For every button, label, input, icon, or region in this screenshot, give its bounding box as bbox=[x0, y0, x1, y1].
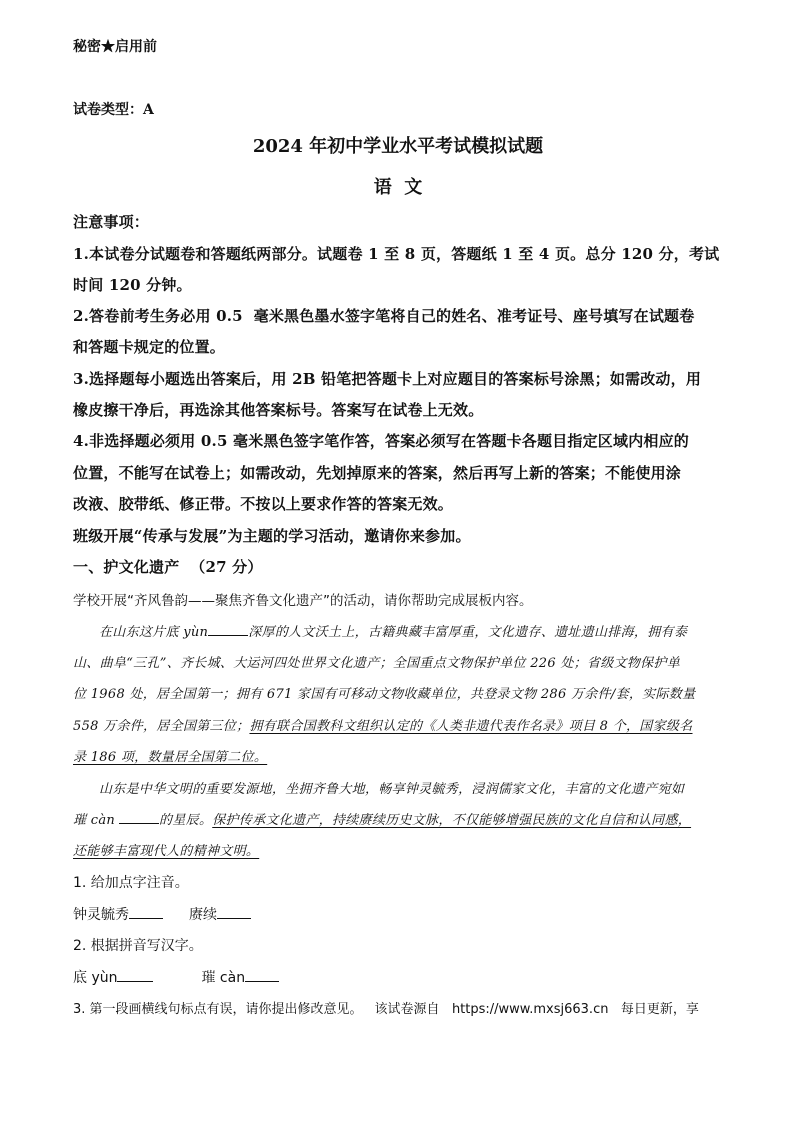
passage-line: 位 1968 处，居全国第一；拥有 671 家国有可移动文物收藏单位，共登录文物 286 万余件/套，实际数量 bbox=[73, 687, 696, 702]
question-item: 赓续 bbox=[189, 907, 217, 923]
passage-text: 558 万余件，居全国第三位； bbox=[73, 719, 250, 734]
notice-line: 时间 120 分钟。 bbox=[73, 276, 192, 294]
notice-heading: 注意事项： bbox=[73, 213, 150, 231]
paper-type-label: 试卷类型：A bbox=[73, 102, 154, 118]
answer-blank[interactable] bbox=[245, 967, 279, 982]
notice-line: 橡皮擦干净后，再选涂其他答案标号。答案写在试卷上无效。 bbox=[73, 401, 484, 419]
notice-line: 1.本试卷分试题卷和答题纸两部分。试题卷 1 至 8 页，答题纸 1 至 4 页。总分 120 分，考试 bbox=[73, 245, 720, 263]
passage-line bbox=[99, 621, 687, 640]
question-2-items bbox=[73, 967, 279, 987]
underlined-sentence: 拥有联合国教科文组织认定的《人类非遗代表作名录》项目 8 个，国家级名 bbox=[249, 719, 693, 734]
passage-line bbox=[73, 809, 691, 828]
notice-line: 位置，不能写在试卷上；如需改动，先划掉原来的答案，然后再写上新的答案；不能使用涂 bbox=[73, 464, 682, 482]
underlined-sentence: 录 186 项，数量居全国第二位。 bbox=[73, 750, 268, 765]
notice-line: 3.选择题每小题选出答案后，用 2B 铅笔把答题卡上对应题目的答案标号涂黑；如需改动，用 bbox=[73, 370, 702, 388]
notice-line: 和答题卡规定的位置。 bbox=[73, 338, 226, 356]
question-1-items bbox=[73, 904, 251, 924]
question-1: 1. 给加点字注音。 bbox=[73, 875, 189, 891]
passage-text: 在山东这片底 yùn bbox=[99, 625, 209, 640]
notice-line: 4.非选择题必须用 0.5 毫米黑色签字笔作答，答案必须写在答题卡各题目指定区域内相应的 bbox=[73, 432, 690, 450]
fill-blank bbox=[208, 621, 248, 636]
underlined-sentence: 还能够丰富现代人的精神文明。 bbox=[73, 844, 260, 859]
underlined-sentence: 保护传承文化遗产，持续赓续历史文脉，不仅能够增强民族的文化自信和认同感， bbox=[212, 813, 692, 828]
question-2: 2. 根据拼音写汉字。 bbox=[73, 938, 203, 954]
passage-line bbox=[73, 715, 693, 734]
answer-blank[interactable] bbox=[129, 904, 163, 919]
question-text: 3. 第一段画横线句标点有误，请你提出修改意见。 bbox=[73, 1002, 363, 1017]
question-3 bbox=[73, 998, 699, 1017]
subject-title: 语 文 bbox=[373, 177, 423, 198]
answer-blank[interactable] bbox=[117, 967, 153, 982]
fill-blank bbox=[119, 809, 159, 824]
passage-text: 深厚的人文沃土上，古籍典藏丰富厚重，文化遗存、遗址遗山排海，拥有泰 bbox=[248, 625, 688, 640]
notice-line: 2.答卷前考生务必用 0.5 毫米黑色墨水签字笔将自己的姓名、准考证号、座号填写在试题卷 bbox=[73, 307, 695, 325]
section-heading: 一、护文化遗产 （27 分） bbox=[73, 558, 263, 576]
exam-title: 2024 年初中学业水平考试模拟试题 bbox=[252, 136, 544, 157]
question-item: 钟灵毓秀 bbox=[73, 907, 129, 923]
activity-intro: 班级开展“传承与发展”为主题的学习活动，邀请你来参加。 bbox=[73, 527, 471, 545]
source-note: 该试卷源自 https://www.mxsj663.cn 每日更新，享 bbox=[374, 1002, 699, 1017]
passage-line: 山、曲阜“三孔”、齐长城、大运河四处世界文化遗产；全国重点文物保护单位 226 处；省级文物保护单 bbox=[73, 656, 681, 671]
question-item: 底 yùn bbox=[73, 970, 118, 986]
answer-blank[interactable] bbox=[217, 904, 251, 919]
passage-text: 的星辰。 bbox=[159, 813, 213, 828]
notice-line: 改液、胶带纸、修正带。不按以上要求作答的答案无效。 bbox=[73, 495, 454, 513]
question-item: 璀 càn bbox=[201, 970, 246, 986]
section-intro: 学校开展“齐风鲁韵——聚焦齐鲁文化遗产”的活动，请你帮助完成展板内容。 bbox=[73, 593, 533, 609]
passage-text: 璀 càn bbox=[73, 813, 116, 828]
confidential-label: 秘密★启用前 bbox=[73, 39, 157, 55]
passage-line: 山东是中华文明的重要发源地，坐拥齐鲁大地，畅享钟灵毓秀，浸润儒家文化，丰富的文化遗产宛如 bbox=[99, 782, 685, 797]
